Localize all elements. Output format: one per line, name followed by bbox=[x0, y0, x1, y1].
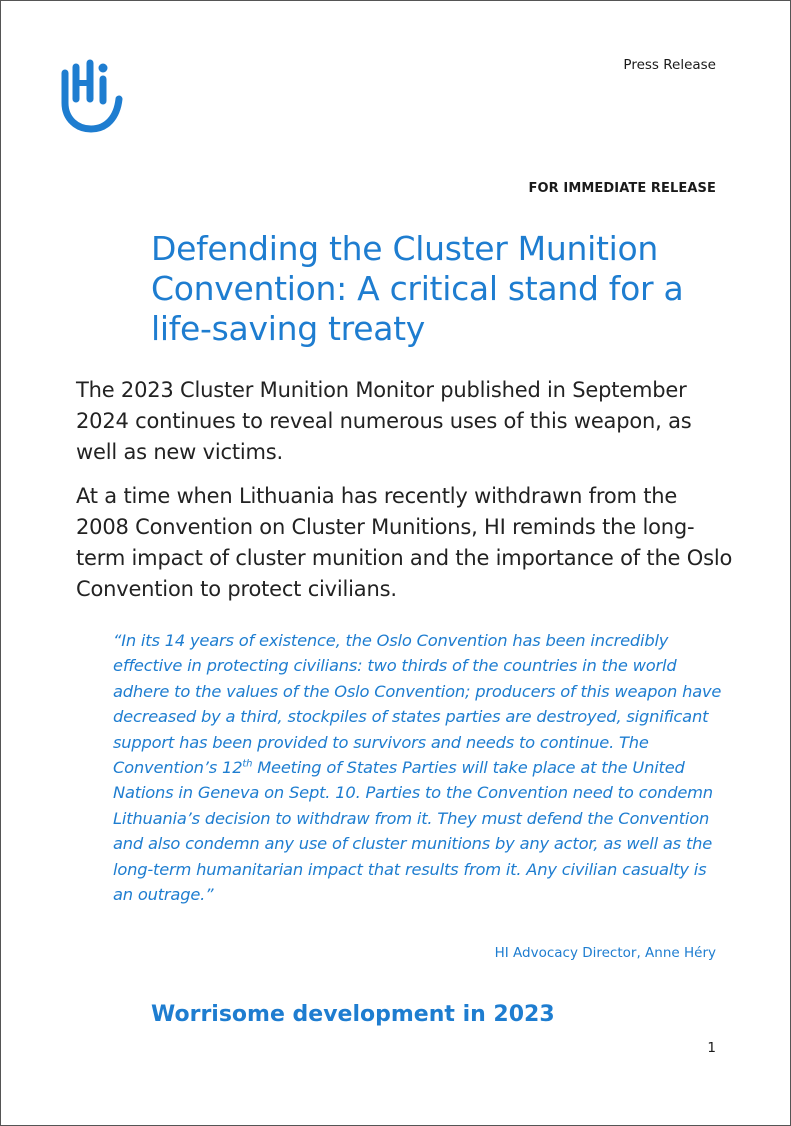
quote-attribution: HI Advocacy Director, Anne Héry bbox=[494, 945, 716, 961]
lead-paragraph-2: At a time when Lithuania has recently withdrawn from the 2008 Convention on Cluster Munitions, HI reminds the long-term impact of cluster munition and the importance of the Oslo Convention to protect civilians. bbox=[76, 484, 733, 601]
ordinal-suffix: th bbox=[242, 758, 253, 770]
quote-text-part-2: Meeting of States Parties will take place at the United Nations in Geneva on Sept. 10. Parties to the Convention need to condemn Lithuania’s decision to withdraw from it. They must defend the Convention and also condemn any use of cluster munitions by any actor, as well as the long-term humanitarian impact that results from it. Any civilian casualty is an outrage.” bbox=[113, 758, 713, 905]
lead-paragraph-1: The 2023 Cluster Munition Monitor published in September 2024 continues to reveal numerous uses of this weapon, as well as new victims. bbox=[76, 378, 692, 464]
document-type-label: Press Release bbox=[623, 57, 716, 73]
quote-text-part-1: “In its 14 years of existence, the Oslo Convention has been incredibly effective in protecting civilians: two thirds of the countries in the world adhere to the values of the Oslo Convention; producers of this weapon have decreased by a third, stockpiles of states parties are destroyed, significant support has been provided to survivors and needs to continue. The Convention’s 12 bbox=[113, 631, 722, 778]
page-title: Defending the Cluster Munition Convention: A critical stand for a life-saving treaty bbox=[151, 229, 684, 348]
advocacy-quote bbox=[113, 628, 723, 907]
section-heading: Worrisome development in 2023 bbox=[151, 1002, 555, 1027]
release-tag: FOR IMMEDIATE RELEASE bbox=[528, 181, 716, 196]
hi-hand-logo-icon bbox=[59, 59, 123, 135]
page-number: 1 bbox=[707, 1040, 716, 1056]
